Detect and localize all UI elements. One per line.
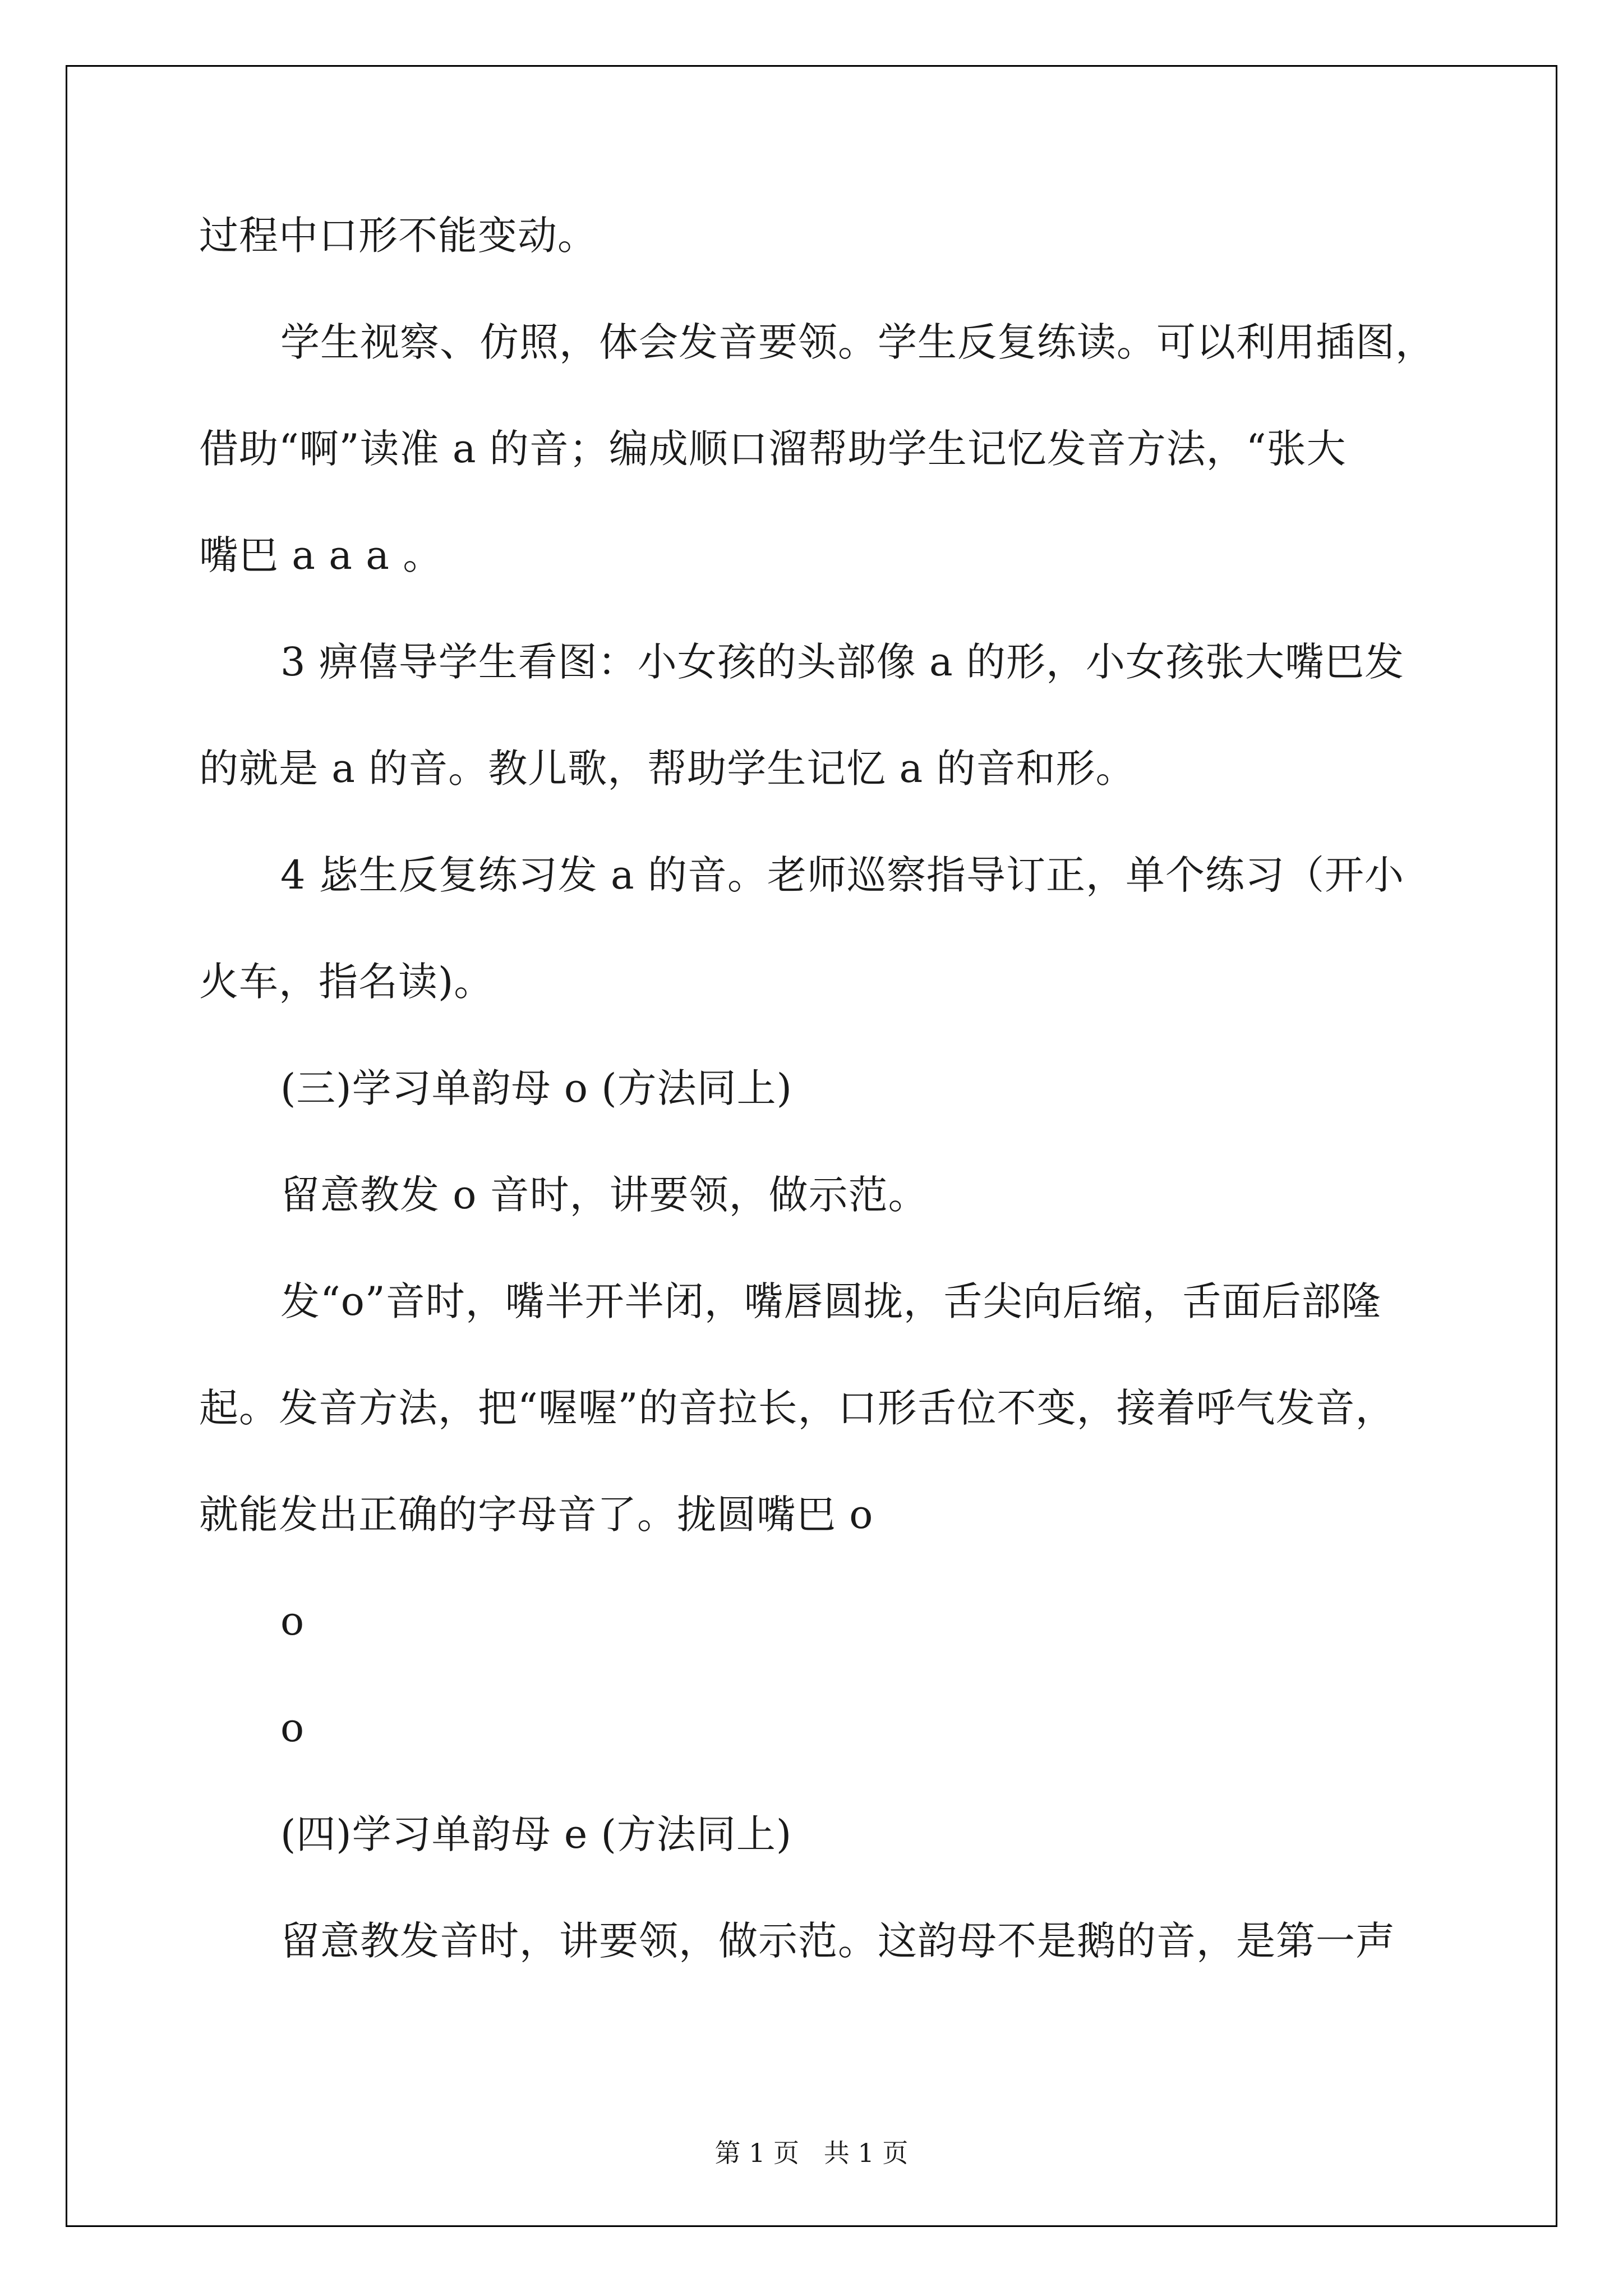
page-border: [66, 65, 1557, 2227]
body-line: 过程中口形不能变动。: [199, 213, 597, 259]
page-number-footer: 第 1 页 共 1 页: [714, 2138, 909, 2168]
body-line: o: [280, 1598, 305, 1644]
body-line: 发“o”音时，嘴半开半闭，嘴唇圆拢，舌尖向后缩，舌面后部隆: [280, 1278, 1381, 1324]
body-line: 起。发音方法，把“喔喔”的音拉长，口形舌位不变，接着呼气发音，: [199, 1385, 1395, 1431]
body-line: 火车，指名读)。: [199, 959, 494, 1005]
body-line: 留意教发音时，讲要领，做示范。这韵母不是鹅的音，是第一声: [280, 1918, 1395, 1964]
body-line: 留意教发 o 音时，讲要领，做示范。: [280, 1172, 928, 1218]
body-line: 3 痹僖导学生看图：小女孩的头部像 a 的形，小女孩张大嘴巴发: [280, 639, 1405, 685]
body-line: 4 毖生反复练习发 a 的音。老师巡察指导订正，单个练习（开小: [280, 852, 1405, 898]
body-line: o: [280, 1705, 305, 1751]
body-line: 借助“啊”读准 a 的音；编成顺口溜帮助学生记忆发音方法，“张大: [199, 426, 1347, 472]
body-line: 的就是 a 的音。教儿歌，帮助学生记忆 a 的音和形。: [199, 746, 1136, 792]
body-line: 就能发出正确的字母音了。拢圆嘴巴 o: [199, 1492, 874, 1538]
body-line: 嘴巴 a a a 。: [199, 532, 443, 578]
section-heading: (三)学习单韵母 o (方法同上): [280, 1065, 792, 1111]
section-heading: (四)学习单韵母 e (方法同上): [280, 1811, 792, 1857]
body-line: 学生视察、仿照，体会发音要领。学生反复练读。可以利用插图，: [280, 319, 1435, 365]
